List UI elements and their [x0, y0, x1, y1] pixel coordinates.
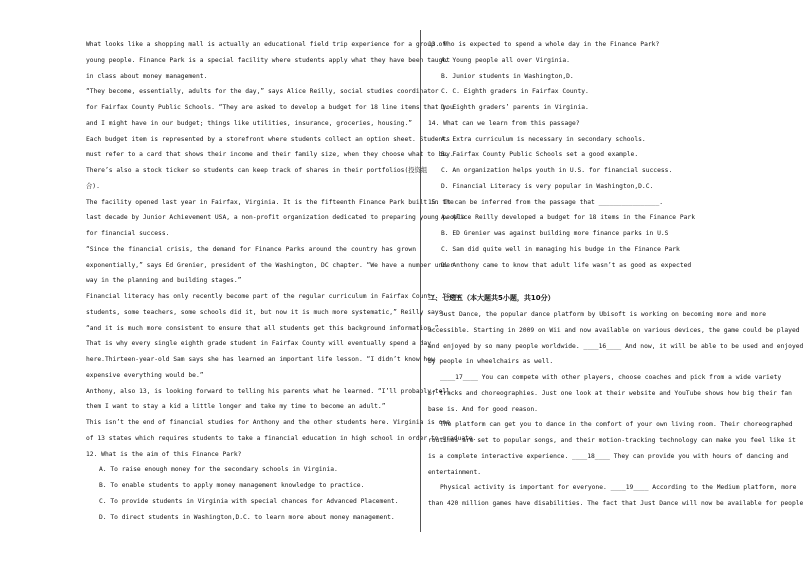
right-text-line: 14. What can we learn from this passage? — [428, 119, 580, 127]
right-text-line — [428, 273, 762, 291]
right-text-line: C. Sam did quite well in managing his budge in the Finance Park — [441, 245, 680, 253]
left-text-line: There’s also a stock ticker so students can keep track of shares in their portfolios(投资组 — [86, 167, 428, 174]
left-text-line: “and it is much more consistent to ensure that all students get this background information.” — [86, 324, 439, 332]
left-text-line: The facility opened last year in Fairfax, Virginia. It is the fifteenth Finance Park built in the — [86, 198, 454, 206]
left-text-line: C. To provide students in Virginia with special chances for Advanced Placement. — [99, 497, 399, 505]
right-text-line: is a complete interactive experience. ____18____ They can provide you with hours of dancing and — [428, 452, 789, 460]
left-text-line: “They become, essentially, adults for the day,” says Alice Reilly, social studies coordinator — [86, 88, 439, 96]
right-text-line: B. Fairfax County Public Schools set a good example. — [441, 151, 639, 159]
left-text-line: D. To direct students in Washington,D.C. to learn more about money management. — [99, 513, 395, 521]
right-text-line: A. Alice Reilly developed a budget for 18 items in the Finance Park — [441, 214, 696, 222]
left-text-line: 合). — [86, 182, 100, 190]
right-text-line: D. Financial Literacy is very popular in Washington,D.C. — [441, 182, 654, 190]
left-text-line: Each budget item is represented by a storefront where students collect an option sheet. Students — [86, 135, 450, 143]
right-text-line: C. An organization helps youth in U.S. for financial success. — [441, 167, 673, 174]
left-text-line: way in the planning and building stages.” — [86, 277, 242, 285]
right-text-line: D. Anthony came to know that adult life wasn’t as good as expected — [441, 261, 692, 269]
left-text-line: Financial literacy has only recently become part of the regular curriculum in Fairfax County. “Some — [86, 293, 462, 300]
right-text-line: ____17____ You can compete with other players, choose coaches and pick from a wide variety — [440, 374, 782, 381]
right-text-line: The platform can get you to dance in the comfort of your own living room. Their choreographed — [440, 421, 793, 429]
right-text-line: base is. And for good reason. — [428, 405, 538, 413]
right-text-line: by people in wheelchairs as well. — [428, 358, 554, 366]
left-text-line: 12. What is the aim of this Finance Park? — [86, 450, 242, 458]
right-text-line: entertainment. — [428, 468, 482, 476]
left-text-line: expensive everything would be.” — [86, 371, 204, 379]
left-text-line: “Since the financial crisis, the demand for Finance Parks around the country has grown — [86, 245, 416, 253]
left-text-line: That is why every single eighth grade student in Fairfax County will eventually spend a day — [86, 340, 431, 348]
right-text-line: B. Junior students in Washington,D. — [441, 72, 574, 80]
left-text-line: of 13 states which requires students to take a financial education in high school in order to graduate. — [86, 434, 477, 442]
right-text-line: D. Eighth graders’ parents in Virginia. — [441, 104, 589, 111]
left-text-line: young people. Finance Park is a special facility where students apply what they have been taught — [86, 56, 450, 64]
right-text-line: accessible. Starting in 2009 on Wii and now available on various devices, the game could be played — [428, 326, 800, 334]
right-text-line: routines are set to popular songs, and their motion-tracking technology can make you feel like it — [428, 437, 796, 444]
left-text-line: A. To raise enough money for the secondary schools in Virginia. — [99, 466, 338, 474]
left-text-line: This isn’t the end of financial studies for Anthony and the other students here. Virginia is one — [86, 419, 450, 426]
left-text-line: Anthony, also 13, is looking forward to telling his parents what he learned. “I’ll probably tell — [86, 387, 450, 395]
left-text-line: for financial success. — [86, 230, 170, 237]
right-text-line: A. Extra curriculum is necessary in secondary schools. — [441, 135, 646, 143]
right-text-line: B. ED Grenier was against building more finance parks in U.S — [441, 230, 669, 237]
left-text-line: for Fairfax County Public Schools. “They are asked to develop a budget for 18 line items that you — [86, 104, 454, 111]
right-text-line: A. Young people all over Virginia. — [441, 56, 570, 64]
right-text-line: 13. Who is expected to spend a whole day in the Finance Park? — [428, 41, 660, 48]
left-text-line: in class about money management. — [86, 72, 208, 80]
right-text-line: 15. It can be inferred from the passage that ________________. — [428, 198, 664, 206]
left-text-line: here.Thirteen-year-old Sam says she has learned an important life lesson. “I didn’t know how — [86, 356, 435, 363]
right-column — [428, 37, 803, 512]
left-text-line: exponentially,” says Ed Grenier, president of the Washington, DC chapter. “We have a number under — [86, 261, 454, 269]
left-text-line: students, some teachers, some schools did it, but now it is much more systematic,” Reilly says, — [86, 308, 447, 316]
left-text-line: must refer to a card that shows their income and their family size, when they choose what to buy. — [86, 151, 454, 159]
right-text-line: C. C. Eighth graders in Fairfax County. — [441, 88, 589, 96]
left-text-line: last decade by Junior Achievement USA, a non-profit organization dedicated to preparing young people — [86, 214, 466, 222]
right-text-line: of tracks and choreographies. Just one look at their website and YouTube shows how big their fan — [428, 389, 792, 397]
column-divider — [420, 30, 421, 532]
right-text-line: Physical activity is important for everyone. ____19____ According to the Medium platform, more — [440, 484, 797, 492]
right-text-line: than 420 million games have disabilities. The fact that Just Dance will now be available for people — [428, 500, 803, 507]
left-text-line: B. To enable students to apply money management knowledge to practice. — [99, 482, 365, 489]
left-text-line: them I want to stay a kid a little longer and take my time to become an adult.” — [86, 403, 386, 411]
right-text-line: Just Dance, the popular dance platform by Ubisoft is working on becoming more and more — [440, 311, 767, 318]
right-text-line: and enjoyed by so many people worldwide. ____16____ And now, it will be able to be used and enjoyed — [428, 342, 803, 350]
left-text-line: and I might have in our budget; things like utilities, insurance, groceries, housing.” — [86, 119, 413, 127]
right-text-line: 二、七选五（本大题共5小题，共10分） — [428, 294, 555, 303]
left-text-line: What looks like a shopping mall is actually an educational field trip experience for a group of — [86, 41, 447, 48]
